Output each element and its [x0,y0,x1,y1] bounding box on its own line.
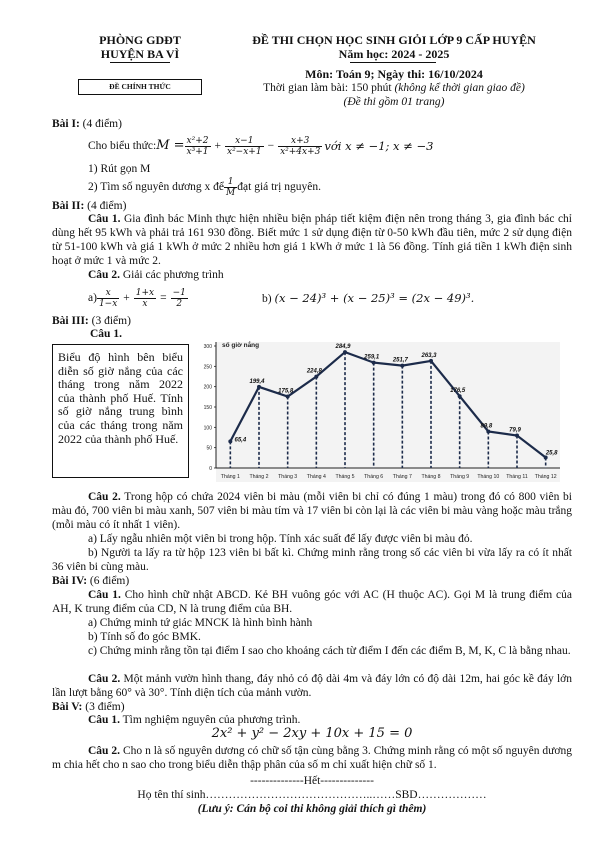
section-1-expression: Cho biểu thức: M = $\frac{\text{x²+2}}{\text{x³+1}}$ + $\frac{x-1}{\text{x²−x+1}}$ − $\frac{x+3}{\text{x²+4x+3}}$ với x ≠ −1; x ≠ −3 [88,135,434,157]
sunshine-chart [194,338,570,486]
x-tick-label: Tháng 5 [335,474,355,480]
data-point [429,359,433,363]
data-label: 89,8 [480,423,493,430]
data-label: 284,9 [335,344,351,351]
expression-lhs: M = [156,138,185,153]
y-tick-label: 300 [203,344,212,350]
section-points: (4 điểm) [84,200,127,212]
section-5-question-2 [52,744,572,772]
department-name: PHÒNG GDĐT [99,33,181,47]
question-label: Câu 2. [88,269,120,281]
data-label: 199,4 [249,378,265,385]
x-tick-label: Tháng 10 [477,474,500,480]
question-label: Câu 2. [88,673,121,685]
section-label: Bài V: [52,701,83,713]
question-3-2a: a) Lấy ngẫu nhiên một viên bi trong hộp. Tính xác suất để lấy được viên bi màu đỏ. [88,533,473,545]
question-text: Cho n là số nguyên dương có chữ số tận cùng bằng 3. Chứng minh rằng có một số nguyên dương m chia hết cho n sao cho trong biểu diễn thập phân của số m chỉ xuất hiện chữ số 1. [52,745,573,771]
x-tick-label: Tháng 12 [534,474,557,480]
section-label: Bài III: [52,315,89,327]
x-tick-label: Tháng 7 [392,474,412,480]
data-point [515,434,519,438]
data-label: 263,3 [421,352,437,359]
official-stamp [78,79,202,95]
x-tick-label: Tháng 11 [506,474,528,480]
question-3-2b: b) Người ta lấy ra từ hộp 123 viên bi bất kì. Chứng minh rằng trong số các viên bi vừa lấy ra có ít nhất 36 viên bi cùng màu. [52,547,572,573]
section-1-heading [52,117,122,131]
x-tick-label: Tháng 6 [364,474,384,480]
x-tick-label: Tháng 2 [249,474,269,480]
candidate-info-line: Họ tên thí sinh……………………………………..……SBD……………… [137,789,487,801]
chart-description-text: Biểu độ hình bên biểu diễn số giờ nắng của các tháng trong năm 2022 của thành phố Huế. Tính số giờ nắng trung bình của các tháng trong năm 2022 của thành phố Huế. [58,350,183,446]
section-3-question-2 [52,490,572,532]
question-text: Giải các phương trình [119,269,224,281]
chart-description-box [52,344,189,478]
school-year: Năm học: 2024 - 2025 [338,47,450,61]
exam-duration-note: (không kể thời gian giao đề) [394,82,525,94]
data-point [486,429,490,433]
question-label: Câu 2. [88,745,121,757]
exam-title: ĐỀ THI CHỌN HỌC SINH GIỎI LỚP 9 CẤP HUYỆN [252,33,536,47]
district-name: HUYỆN BA VÌ [100,47,180,61]
data-label: 25,8 [545,450,558,457]
question-4-1c: c) Chứng minh rằng tồn tại điểm I sao cho khoảng cách từ điểm I đến các điểm B, M, K, C là bằng nhau. [88,645,571,657]
district-underline [110,62,170,63]
question-text: Trong hộp có chứa 2024 viên bi màu (mỗi viên bi chỉ có đúng 1 màu) trong đó có 800 viên bi màu đỏ, 700 viên bi màu xanh, 507 viên bi màu tím và 17 viên bi còn lại là các viên bi màu vàng hoặc màu trắng (mỗi màu có ít nhất 1 viên). [52,491,572,531]
data-point [372,361,376,365]
equation-a: a) $\frac{x}{1-x}$ + $\frac{1+x}{x}$ = $\frac{-1}{2}$ [88,287,186,309]
question-label: Câu 1. [88,213,121,225]
data-point [400,364,404,368]
sunshine-chart-svg [194,338,570,486]
expression-intro: Cho biểu thức: [88,140,157,152]
question-label: Câu 1. [88,589,121,601]
official-label: ĐỀ CHÍNH THỨC [109,82,171,91]
section-points: (3 điểm) [82,701,125,713]
x-tick-label: Tháng 1 [220,474,240,480]
fraction-1: $\frac{\text{x²+2}}{\text{x³+1}}$ [186,135,209,157]
section-3-heading [52,314,131,328]
section-2-question-2 [88,268,224,282]
y-tick-label: 0 [209,466,212,472]
x-tick-label: Tháng 8 [421,474,441,480]
fraction-one-over-m: $\frac{1}{M}$ [226,176,236,198]
question-text: Cho hình chữ nhật ABCD. Kẻ BH vuông góc với AC (H thuộc AC). Gọi M là trung điểm của AH, K trung điểm của CD, N là trung điểm của BH. [52,589,572,615]
diophantine-equation: 2x² + y² − 2xy + 10x + 15 = 0 [211,726,413,741]
fraction-a-1: $\frac{x}{1-x}$ [98,287,118,309]
x-tick-label: Tháng 3 [278,474,298,480]
data-point [286,395,290,399]
section-points: (3 điểm) [88,315,131,327]
question-1-1: 1) Rút gọn M [88,163,151,175]
end-marker: --------------Hết-------------- [250,775,374,787]
data-point [458,394,462,398]
section-label: Bài IV: [52,575,88,587]
y-tick-label: 50 [206,445,212,452]
section-points: (6 điểm) [87,575,130,587]
question-label: Câu 1. [88,714,120,726]
expression-condition: với x ≠ −1; x ≠ −3 [324,139,434,153]
y-tick-label: 250 [203,364,212,371]
equation-b: b) (x − 24)³ + (x − 25)³ = (2x − 49)³. [262,291,475,305]
section-label: Bài I: [52,118,80,130]
y-axis-label: số giờ nắng [222,342,260,349]
section-3-question-1-label: Câu 1. [90,328,122,340]
y-tick-label: 150 [203,405,212,411]
question-label: Câu 2. [88,491,121,503]
section-4-question-1 [52,588,572,616]
data-point [314,375,318,379]
question-text: Tìm nghiệm nguyên của phương trình. [119,714,301,726]
question-4-1b: b) Tính số đo góc BMK. [88,631,201,643]
section-5-question-1 [88,713,300,727]
y-tick-label: 200 [203,384,212,391]
fraction-a-3: $\frac{-1}{2}$ [172,287,186,309]
x-tick-label: Tháng 9 [450,474,470,480]
question-4-1a: a) Chứng minh tứ giác MNCK là hình bình hành [88,617,313,629]
title-underline [350,62,436,63]
x-tick-label: Tháng 4 [306,474,326,480]
fraction-a-2: $\frac{1+x}{x}$ [135,287,155,309]
data-label: 251,7 [392,357,408,364]
section-4-question-2 [52,672,572,700]
question-text: Gia đình bác Minh thực hiện nhiều biện pháp tiết kiệm điện nên trong tháng 3, gia đình bác chỉ dùng hết 95 kWh và phải trả 161 930 đồng. Biết mức 1 sử dụng điện từ 0-50 kWh đầu tiên, mức 2 sử dụng điện từ 51-100 kWh và giá 1 kWh ở mức 2 nhiều hơn giá 1 kWh ở mức 1 là 56 đồng. Tính giá tiền 1 kWh điện sinh hoạt ở mức 1 và mức 2. [52,213,572,267]
section-points: (4 điểm) [79,118,122,130]
data-point [257,385,261,389]
section-5-heading [52,700,125,714]
question-1-2: 2) Tìm số nguyên dương x để $\frac{1}{M}$ đạt giá trị nguyên. [88,176,321,198]
fraction-2: $\frac{x-1}{\text{x²−x+1}}$ [227,135,262,157]
data-label: 224,8 [306,368,322,375]
proctor-note: (Lưu ý: Cán bộ coi thi không giải thích gì thêm) [197,803,427,815]
data-label: 175,8 [278,388,294,395]
data-label: 79,9 [509,427,521,434]
subject-date: Môn: Toán 9; Ngày thi: 16/10/2024 [305,67,483,81]
page-count: (Đề thi gồm 01 trang) [343,96,445,108]
y-tick-label: 100 [203,425,212,432]
exam-duration: Thời gian làm bài: 150 phút [263,82,392,94]
data-point [228,439,232,443]
data-label: 65,4 [234,437,247,444]
section-label: Bài II: [52,200,85,212]
fraction-3: $\frac{x+3}{\text{x²+4x+3}}$ [280,135,321,157]
data-label: 176,5 [450,388,466,395]
data-label: 259,1 [364,354,380,361]
data-point [343,350,347,354]
exam-time [210,81,578,95]
section-4-heading [52,574,129,588]
section-2-heading [52,199,126,213]
question-text: Một mảnh vườn hình thang, đáy nhỏ có độ dài 4m và đáy lớn có độ dài 12m, hai góc kề đáy lớn lần lượt bằng 60° và 30°. Tính diện tích của mảnh vườn. [52,673,573,699]
section-2-question-1 [52,212,572,268]
